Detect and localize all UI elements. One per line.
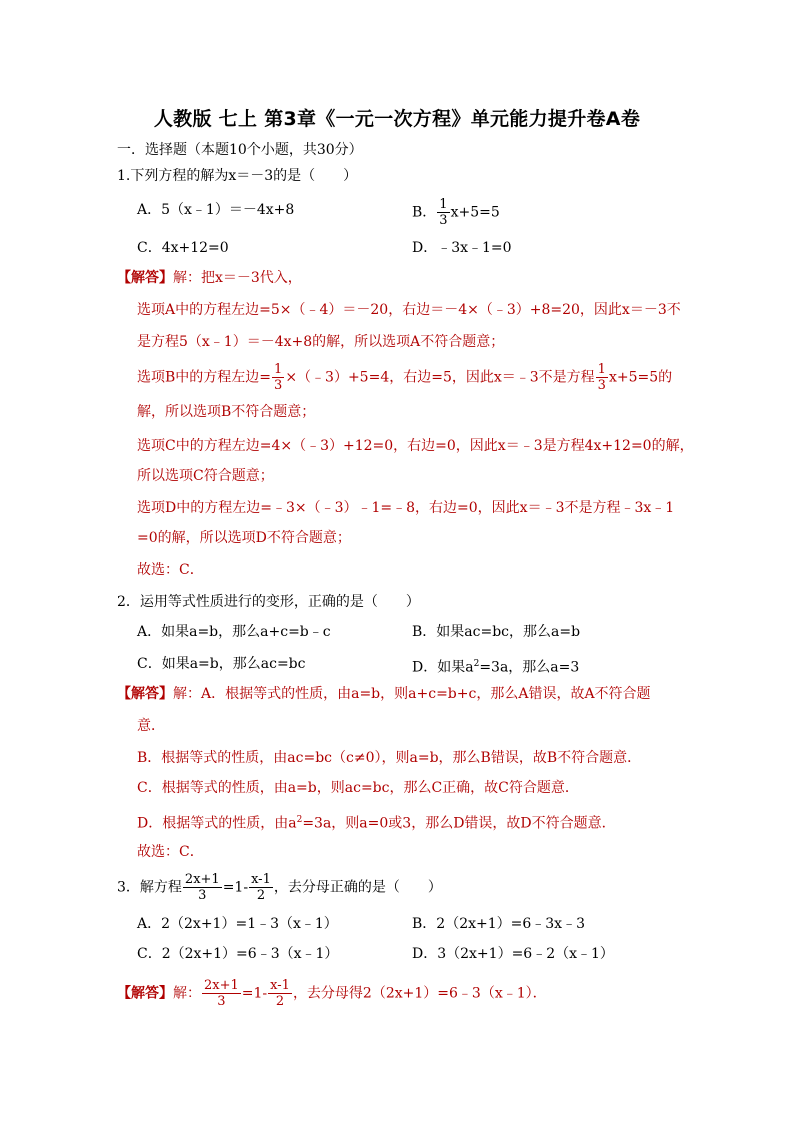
solution-text: 解： bbox=[173, 985, 201, 1002]
solution-text: 解：A．根据等式的性质，由a=b，则a+c=b+c，那么A错误，故A不符合题 bbox=[173, 686, 651, 702]
fraction-numerator: 1 bbox=[597, 362, 606, 377]
stem-text: ，去分母正确的是（ ） bbox=[273, 879, 442, 896]
fraction bbox=[268, 978, 292, 1009]
q3-option-c: C．2（2x+1）=6﹣3（x﹣1） bbox=[137, 946, 339, 962]
fraction bbox=[202, 978, 241, 1009]
fraction-denominator: 3 bbox=[217, 994, 226, 1009]
fraction-numerator: 2x+1 bbox=[184, 872, 220, 887]
solution-text: ×（﹣3）+5=4，右边=5，因此x＝﹣3不是方程 bbox=[285, 369, 595, 386]
fraction bbox=[596, 362, 608, 393]
fraction bbox=[272, 362, 284, 393]
q2-option-a: A．如果a=b，那么a+c=b﹣c bbox=[137, 624, 331, 640]
fraction bbox=[183, 872, 222, 903]
fraction-denominator: 3 bbox=[597, 378, 606, 393]
q1-solution-b1 bbox=[137, 362, 672, 393]
solution-text: =3a，则a=0或3，那么D错误，故D不符合题意． bbox=[302, 815, 616, 832]
q2-solution-a2: 意． bbox=[137, 718, 165, 734]
fraction-numerator: x-1 bbox=[270, 978, 290, 993]
q2-option-d bbox=[412, 654, 579, 678]
stem-text: =1- bbox=[222, 879, 249, 896]
q3-option-d: D．3（2x+1）=6﹣2（x﹣1） bbox=[412, 946, 614, 962]
solution-text: =1- bbox=[241, 985, 268, 1002]
fraction-denominator: 3 bbox=[198, 888, 207, 903]
q2-solution-a1 bbox=[117, 684, 651, 704]
fraction-denominator: 3 bbox=[439, 213, 448, 228]
solution-text: x+5=5的 bbox=[608, 369, 673, 386]
q1-option-b bbox=[412, 197, 500, 228]
solution-text: 选项B中的方程左边= bbox=[137, 369, 272, 386]
fraction-numerator: 1 bbox=[439, 197, 448, 212]
q1-option-b-label: B． bbox=[412, 204, 437, 221]
answer-tag: 【解答】 bbox=[117, 270, 173, 286]
option-text: D．如果a bbox=[412, 659, 474, 676]
section-heading: 一．选择题（本题10个小题，共30分） bbox=[117, 142, 363, 158]
q1-solution-c2: 所以选项C符合题意； bbox=[137, 468, 274, 484]
fraction-denominator: 3 bbox=[274, 378, 283, 393]
document-title: 人教版 七上 第3章《一元一次方程》单元能力提升卷A卷 bbox=[153, 108, 641, 130]
q1-solution-a1: 选项A中的方程左边=5×（﹣4）＝－20，右边＝－4×（﹣3）+8=20，因此x＝－3不 bbox=[137, 302, 681, 318]
solution-text: 解：把x＝－3代入， bbox=[173, 270, 302, 286]
q1-option-d: D．﹣3x﹣1=0 bbox=[412, 240, 512, 256]
fraction bbox=[249, 872, 273, 903]
fraction-numerator: 1 bbox=[274, 362, 283, 377]
solution-text: D．根据等式的性质，由a bbox=[137, 815, 297, 832]
solution-text: ，去分母得2（2x+1）=6﹣3（x﹣1）． bbox=[292, 985, 547, 1002]
option-text: =3a，那么a=3 bbox=[479, 659, 580, 676]
q1-stem: 1.下列方程的解为x＝－3的是（ ） bbox=[117, 168, 358, 184]
fraction bbox=[437, 197, 449, 228]
q2-option-b: B．如果ac=bc，那么a=b bbox=[412, 624, 581, 640]
q2-solution-end: 故选：C． bbox=[137, 844, 204, 860]
q3-option-a: A．2（2x+1）=1﹣3（x﹣1） bbox=[137, 916, 338, 932]
fraction-denominator: 2 bbox=[256, 888, 266, 903]
superscript: 2 bbox=[473, 659, 480, 669]
q1-solution-end: 故选：C． bbox=[137, 562, 204, 578]
fraction-numerator: 2x+1 bbox=[204, 978, 239, 993]
superscript: 2 bbox=[296, 815, 303, 825]
q1-option-b-rest: x+5=5 bbox=[450, 204, 500, 221]
q2-stem: 2．运用等式性质进行的变形，正确的是（ ） bbox=[117, 594, 420, 610]
answer-tag: 【解答】 bbox=[117, 686, 173, 702]
q3-solution bbox=[117, 978, 547, 1009]
fraction-numerator: x-1 bbox=[251, 872, 271, 887]
q2-option-c: C．如果a=b，那么ac=bc bbox=[137, 656, 306, 672]
q2-solution-b: B．根据等式的性质，由ac=bc（c≠0），则a=b，那么B错误，故B不符合题意． bbox=[137, 750, 642, 766]
q2-solution-d bbox=[137, 810, 616, 834]
q3-option-b: B．2（2x+1）=6﹣3x﹣3 bbox=[412, 916, 585, 932]
q1-option-a: A．5（x﹣1）＝－4x+8 bbox=[137, 202, 295, 218]
q1-solution-b2: 解，所以选项B不符合题意； bbox=[137, 404, 316, 420]
answer-tag: 【解答】 bbox=[117, 985, 173, 1002]
stem-text: 3．解方程 bbox=[117, 879, 182, 896]
fraction-denominator: 2 bbox=[275, 994, 285, 1009]
q3-stem bbox=[117, 872, 442, 903]
q1-solution-c1: 选项C中的方程左边=4×（﹣3）+12=0，右边=0，因此x＝﹣3是方程4x+12=0的解， bbox=[137, 438, 694, 454]
q2-solution-c: C．根据等式的性质，由a=b，则ac=bc，那么C正确，故C符合题意． bbox=[137, 780, 579, 796]
q1-option-c: C．4x+12=0 bbox=[137, 240, 229, 256]
q1-solution-intro bbox=[117, 268, 302, 288]
q1-solution-d1: 选项D中的方程左边=﹣3×（﹣3）﹣1=﹣8，右边=0，因此x＝﹣3不是方程﹣3x﹣1 bbox=[137, 500, 675, 516]
q1-solution-a2: 是方程5（x﹣1）＝－4x+8的解，所以选项A不符合题意； bbox=[137, 334, 505, 350]
q1-solution-d2: =0的解，所以选项D不符合题意； bbox=[137, 530, 351, 546]
